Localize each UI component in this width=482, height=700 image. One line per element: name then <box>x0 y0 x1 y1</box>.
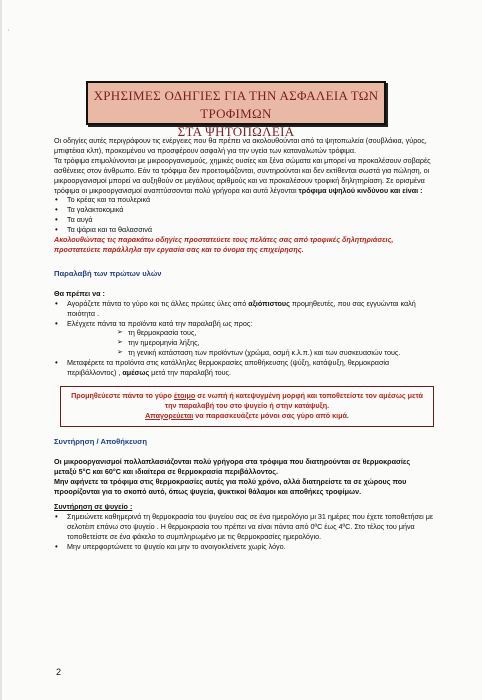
list-item: • Το κρέας και τα πουλερικά <box>54 195 434 205</box>
list-item: ➢ την ημερομηνία λήξης, <box>117 338 434 348</box>
notice-box <box>60 386 434 427</box>
page-number: 2 <box>56 667 62 677</box>
receiving-heading: Παραλαβή των πρώτων υλών <box>54 268 162 278</box>
title-line-2: ΣΤΑ ΨΗΤΟΠΩΛΕΙΑ <box>177 124 295 139</box>
list-item: ➢ τη γενική κατάσταση των προϊόντων (χρώμα, οσμή κ.λ.π.) και των συσκευασιών τους. <box>117 348 434 358</box>
title-line-1: ΧΡΗΣΙΜΕΣ ΟΔΗΓΙΕΣ ΓΙΑ ΤΗΝ ΑΣΦΑΛΕΙΑ ΤΩΝ ΤΡΟΦΙΜΩΝ <box>93 88 379 121</box>
list-item: • Μην υπερφορτώνετε το ψυγείο και μην το ανοιγοκλείνετε χωρίς λόγο. <box>54 542 434 552</box>
list-item: • Αγοράζετε πάντα το γύρο και τις άλλες πρώτες ύλες από αξιόπιστους προμηθευτές, που σας εγγυώνται καλή ποιότητα . <box>54 299 434 319</box>
list-item: • Τα γαλακτοκομικά <box>54 205 434 215</box>
storage-paragraph-1: Οι μικροοργανισμοί πολλαπλασιάζονται πολύ γρήγορα στα τρόφιμα που διατηρούνται σε θερμοκρασίες μεταξύ 5°C και 60°C και ιδιαίτερα σε θερμοκρασία περιβάλλοντος. <box>54 456 411 476</box>
fridge-heading: Συντήρηση σε ψυγείο : <box>54 502 133 512</box>
checks-list <box>67 328 434 358</box>
scan-mark: ʼ <box>8 30 10 36</box>
high-risk-foods-list <box>54 195 434 235</box>
title-box <box>86 81 386 139</box>
must-label: Θα πρέπει να : <box>54 288 105 298</box>
intro-paragraph-1: Οι οδηγίες αυτές περιγράφουν τις ενέργειες που θα πρέπει να ακολουθούνται από τα ψητοπωλεία (σουβλάκια, γύρος, μπιφτέκια κλπ), προκειμένου να προσφέρουν ασφαλή για την υγεία των καταναλωτών τρόφιμα. <box>54 136 427 155</box>
fridge-list <box>54 512 434 552</box>
list-item: • Τα ψάρια και τα θαλασσινά <box>54 225 434 235</box>
notice-line-2: την παραλαβή του στο ψυγείο ή στην κατάψυξη. <box>164 400 330 410</box>
receiving-list <box>54 299 434 378</box>
storage-heading: Συντήρηση / Αποθήκευση <box>54 436 148 446</box>
list-item: ➢ τη θερμοκρασία τους, <box>117 328 434 338</box>
list-item: • Σημειώνετε καθημερινά τη θερμοκρασία του ψυγείου σας σε ένα ημερολόγιο μι 31 ημέρες που έχετε τοποθετήσει με σελοτέιπ επάνω στο ψυγείο . Η θερμοκρασία του πρέπει να είναι πάντα από 0ºC έως 4ºC. Στο τέλος του μήνα τοποθετείστε σε ένα φάκελο το συμπληρωμένο με τις θερμοκρασίες ημερολόγιο. <box>54 512 434 542</box>
intro-paragraph-2: Τα τρόφιμα επιμολύνονται με μικροοργανισμούς, χημικές ουσίες και ξένα σώματα και μπορεί να προκαλέσουν σοβαρές ασθένειες στον άνθρωπο. Εάν τα τρόφιμα δεν προετοιμάζονται, συντηρούνται και δεν εκτίθενται σωστά για πώληση, οι μικροοργανισμοί μπορεί να αυξηθούν σε μεγάλους αριθμούς και να προκαλέσουν τροφική δηλητηρίαση. Σε ορισμένα τρόφιμα οι μικροοργανισμοί αναπτύσσονται πολύ γρήγορα και αυτά λέγονται τρόφιμα υψηλού κινδύνου και είναι : <box>54 155 431 195</box>
document-body <box>54 136 434 552</box>
storage-paragraph-2: Μην αφήνετε τα τρόφιμα στις θερμοκρασίες αυτές για πολύ χρόνο, αλλά διατηρείστε τα σε χώρους που προορίζονται για το σκοπό αυτό, όπως ψυγεία, ψυκτικοί θάλαμοι και αποθήκες τροφίμων. <box>54 476 407 496</box>
list-item: • Μεταφέρετε τα προϊόντα στις κατάλληλες θερμοκρασίες αποθήκευσης (ψύξη, κατάψυξη, θερμοκρασία περιβάλλοντος) , αμέσως μετά την παραλαβή τους. <box>54 358 434 378</box>
notice-line-1: Προμηθεύεστε πάντα το γύρο έτοιμο σε νωπή ή κατεψυγμένη μορφή και τοποθετείστε τον αμέσως μετά <box>71 390 423 400</box>
intro-red-note: Ακολουθώντας τις παρακάτω οδηγίες προστατεύετε τους πελάτες σας από τροφικές δηλητηριάσεις, προστατεύετε παράλληλα την εργασία σας και το όνομα της επιχείρησης. <box>54 235 394 254</box>
list-item: • Τα αυγά <box>54 215 434 225</box>
list-item: • Ελέγχετε πάντα τα προϊόντα κατά την παραλαβή ως προς: ➢ τη θερμοκρασία τους, ➢ την ημερομηνία λήξης, ➢ τη γενική κατάσταση των προϊόντων (χρώμα, οσμή κ.λ.π.) και των συσκευασιών τους. <box>54 319 434 359</box>
notice-line-3: Απαγορεύεται να παρασκευάζετε μόνοι σας γύρο από κιμά. <box>145 410 349 420</box>
